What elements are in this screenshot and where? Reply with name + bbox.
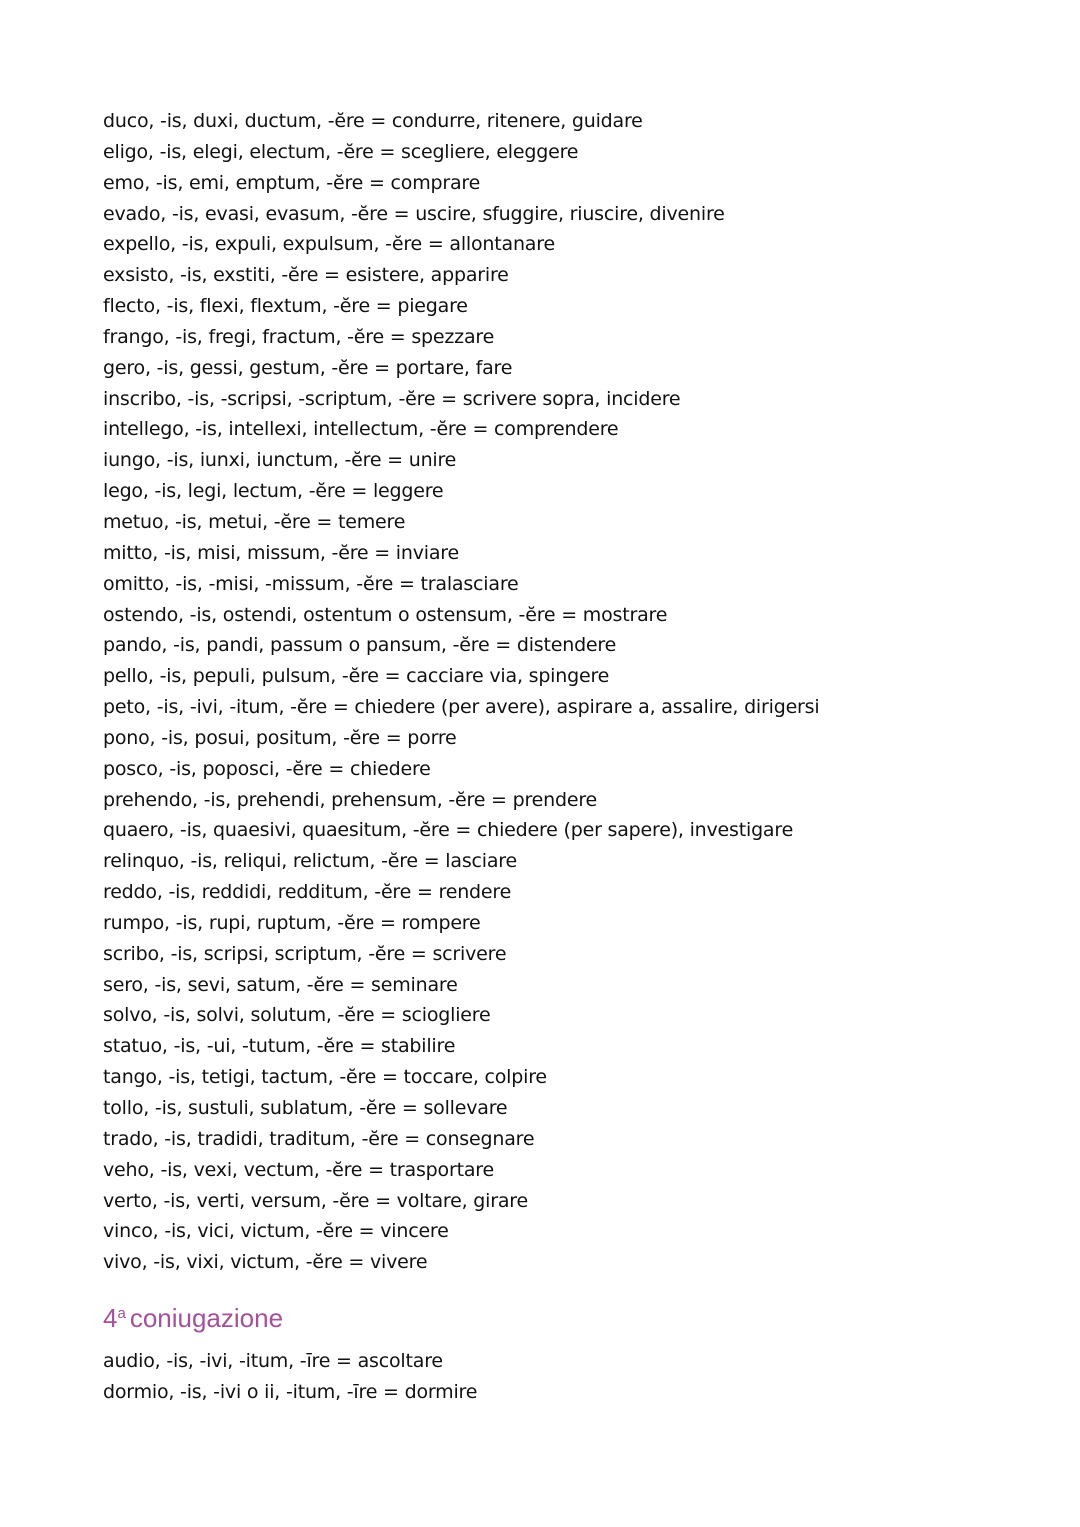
verb-entry: intellego, -is, intellexi, intellectum, -ĕre = comprendere — [103, 418, 619, 441]
verb-entry: relinquo, -is, reliqui, relictum, -ĕre = lasciare — [103, 850, 517, 873]
verb-entry: omitto, -is, -misi, -missum, -ĕre = tralasciare — [103, 572, 519, 595]
heading-text: coniugazione — [129, 1303, 284, 1333]
verb-entry: tollo, -is, sustuli, sublatum, -ĕre = sollevare — [103, 1097, 508, 1119]
verb-entry: dormio, -is, -ivi o ii, -itum, -īre = dormire — [103, 1380, 478, 1403]
verb-entry: vinco, -is, vici, victum, -ĕre = vincere — [103, 1220, 449, 1243]
verb-entry: duco, -is, duxi, ductum, -ĕre = condurre, ritenere, guidare — [103, 110, 643, 132]
verb-entry: prehendo, -is, prehendi, prehensum, -ĕre = prendere — [103, 788, 598, 811]
verb-entry: peto, -is, -ivi, -itum, -ĕre = chiedere (per avere), aspirare a, assalire, dirigersi — [103, 696, 820, 719]
verb-entry: mitto, -is, misi, missum, -ĕre = inviare — [103, 541, 459, 564]
verb-entry: quaero, -is, quaesivi, quaesitum, -ĕre = chiedere (per sapere), investigare — [103, 819, 794, 842]
verb-entry: reddo, -is, reddidi, redditum, -ĕre = rendere — [103, 881, 512, 904]
verb-entry: emo, -is, emi, emptum, -ĕre = comprare — [103, 171, 481, 194]
section-heading-4th-conjugation — [103, 1303, 283, 1334]
verb-entry: pono, -is, posui, positum, -ĕre = porre — [103, 726, 457, 749]
heading-superscript: a — [117, 1305, 126, 1322]
verb-entry: solvo, -is, solvi, solutum, -ĕre = sciogliere — [103, 1004, 491, 1027]
verb-entry: rumpo, -is, rupi, ruptum, -ĕre = rompere — [103, 911, 481, 934]
verb-entry: posco, -is, poposci, -ĕre = chiedere — [103, 757, 431, 780]
verb-entry: vivo, -is, vixi, victum, -ĕre = vivere — [103, 1251, 428, 1274]
verb-entry: metuo, -is, metui, -ĕre = temere — [103, 510, 406, 533]
verb-entry: scribo, -is, scripsi, scriptum, -ĕre = scrivere — [103, 942, 507, 965]
verb-entry: inscribo, -is, -scripsi, -scriptum, -ĕre = scrivere sopra, incidere — [103, 387, 681, 410]
fourth-conjugation-verb-list — [103, 1346, 477, 1408]
verb-entry: iungo, -is, iunxi, iunctum, -ĕre = unire — [103, 449, 457, 472]
verb-entry: exsisto, -is, exstiti, -ĕre = esistere, apparire — [103, 264, 509, 287]
heading-number: 4 — [103, 1303, 118, 1333]
verb-entry: eligo, -is, elegi, electum, -ĕre = scegliere, eleggere — [103, 140, 579, 163]
verb-entry: verto, -is, verti, versum, -ĕre = voltare, girare — [103, 1189, 528, 1212]
verb-entry: pello, -is, pepuli, pulsum, -ĕre = cacciare via, spingere — [103, 665, 610, 688]
verb-entry: veho, -is, vexi, vectum, -ĕre = trasportare — [103, 1158, 494, 1181]
verb-entry: lego, -is, legi, lectum, -ĕre = leggere — [103, 480, 444, 503]
verb-entry: tango, -is, tetigi, tactum, -ĕre = toccare, colpire — [103, 1066, 547, 1089]
verb-entry: sero, -is, sevi, satum, -ĕre = seminare — [103, 973, 458, 996]
verb-entry: gero, -is, gessi, gestum, -ĕre = portare, fare — [103, 356, 513, 379]
verb-entry: statuo, -is, -ui, -tutum, -ĕre = stabilire — [103, 1035, 456, 1058]
verb-entry: audio, -is, -ivi, -itum, -īre = ascoltare — [103, 1350, 443, 1372]
verb-entry: pando, -is, pandi, passum o pansum, -ĕre = distendere — [103, 634, 617, 657]
verb-entry: expello, -is, expuli, expulsum, -ĕre = allontanare — [103, 233, 555, 256]
third-conjugation-verb-list — [103, 106, 819, 1278]
verb-entry: trado, -is, tradidi, traditum, -ĕre = consegnare — [103, 1127, 535, 1150]
verb-entry: ostendo, -is, ostendi, ostentum o ostensum, -ĕre = mostrare — [103, 603, 668, 626]
verb-entry: evado, -is, evasi, evasum, -ĕre = uscire, sfuggire, riuscire, divenire — [103, 202, 725, 225]
verb-entry: frango, -is, fregi, fractum, -ĕre = spezzare — [103, 325, 495, 348]
verb-entry: flecto, -is, flexi, flextum, -ĕre = piegare — [103, 295, 468, 318]
